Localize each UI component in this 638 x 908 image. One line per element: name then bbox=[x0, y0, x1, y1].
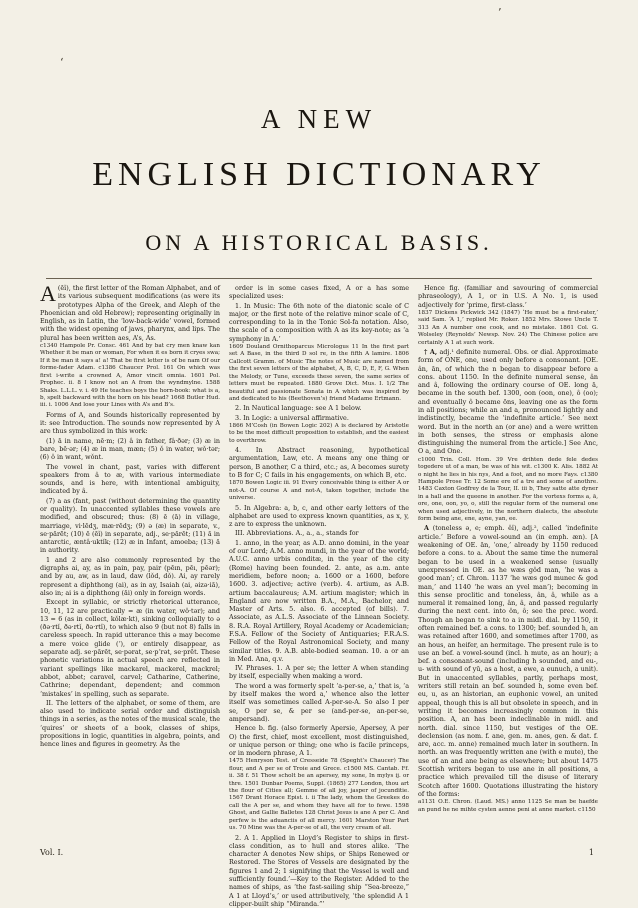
paragraph bbox=[40, 556, 220, 597]
paragraph bbox=[229, 404, 409, 412]
paragraph-text: 1837 Dickens Pickwick 342 (1847) ‘He must be a first-rater,’ said Sam. ‘A 1,’ replied Mr. Roker. 1852 Mrs. Stowe Uncle T. 313 An A number one cook, and no mistake. 1861 Col. G. Wolseley (Reynolds’ Newsp. Nov. 24) The Chinese police are certainly A 1 at such work. bbox=[418, 309, 598, 346]
paragraph bbox=[40, 699, 220, 749]
paragraph-text: 3. In Logic: a universal affirmative. bbox=[235, 413, 349, 422]
paragraph-text: 1475 Henryson Test. of Cresseide 78 (Speght’s Chaucer) The flour, and A per se of Troie and Grece. c1500 MS. Cantab. Ff. ii. 38 f. 51 Thow scholt be an apersey, my sone, In mylys ij. or thre. 1501 Dunbar Poems, Suppl. (1865) 277 London, thou art the flour of Cities all; Gemme of all joy, jasper of jocunditie. 1567 Drant Horace Epist. i. ii The lady, whom the Greekes do call the A per se, and whom they have all for to fewe. 1598 Ghost, and Gallie Balletes 128 Christ Jesus is ane A per C. And perfew is the aduanciis of all mercy. 1601 Marston Your Part us. 70 Mine was the A-per-se of all, the very cream of all. bbox=[229, 758, 409, 832]
paragraph bbox=[229, 423, 409, 445]
paragraph bbox=[229, 758, 409, 832]
paragraph bbox=[229, 284, 409, 301]
paragraph-text: Hence b. fig. (also formerly Apersie, Apersey, A per O) the first, chief, most excellent, most distinguished, or unique person or thing; one who is facile princeps, or in modern phrase, A 1. bbox=[229, 724, 409, 758]
paragraph-text: (7) a as (fant, past (without determining the quantity or quality). In unaccented syllables these vowels are modified, and obscured; thus: (8) ē (ā) in village, marriage, vi·lēdʒ, mæ·rēdʒ; (9) ə (æ) in separate, v., se·părẽt; (10) ē (ēĭ) in separate, adj., se·părēt; (11) ă in antarctic, æntâ·uktĭk; (12) æ in Infant, amoeba; (13) ă in authority. bbox=[40, 496, 220, 555]
paragraph bbox=[229, 480, 409, 502]
paragraph bbox=[229, 834, 409, 908]
paragraph-text: II. The letters of the alphabet, or some of them, are also used to indicate serial order and distinguish things in a series, as the notes of the musical scale, the ‘quires’ or sheets of a book, classes of ships, propositions in logic, quantities in algebra, points, and hence lines and figures in geometry. As the bbox=[40, 698, 220, 749]
paragraph bbox=[418, 524, 598, 798]
paragraph bbox=[40, 497, 220, 555]
paragraph-text: Except in syllabic, or strictly rhetorical utterance, 10, 11, 12 are practically = æ (in water, wǒ·tər); and 13 = 6 (as in collect, kǒlæ·kt), sinking colloquially to ə (ðə·rtĭ, ðə·rtĭ, ðə·rtĭ), to which also 9 (but not 8) falls in careless speech. In rapid utterance this ə may become a mere voice glide (ʼ), or entirely disappear, as separate adj. se·părēt, se·pərat, se·pʼrət, se·prēt. These phonetic variations in actual speech are reflected in variant spellings like mackarel, mackerel, mackrel; abbot, abbet; caravel, carvel; Catharine, Catherine, Cathrine; dependant, dependent; and common ‘mistakes’ in spelling, such as separate. bbox=[40, 598, 220, 698]
paragraph-text: 2. In Nautical language: see A 1 below. bbox=[235, 404, 362, 413]
paragraph bbox=[40, 343, 220, 410]
page-number: 1 bbox=[588, 848, 594, 857]
paragraph-text: order is in some cases fixed, A or a has some specialized uses: bbox=[229, 284, 409, 301]
printer-mark-left: ‘ bbox=[60, 56, 64, 69]
paragraph-text: 1870 Bowen Logic iii. 91 Every conceivable thing is either A or not-A. Of course A and not-A, taken together, include the universe. bbox=[229, 480, 409, 502]
paragraph-text: 2. A 1. Applied in Lloyd’s Register to ships in first-class condition, as to hull and stores alike. ‘The character A denotes New ships, or Ships Renewed or Restored. The Stores of Vessels are designated by the figures 1 and 2; 1 signifying that the Vessel is well and sufficiently found.’—Key to the Register. Added to the names of ships, as ‘the fast-sailing ship “Sea-breeze,” A 1 at Lloyd’s,’ or used attributively, ‘the splendid A 1 clipper-built ship “Miranda.”’ bbox=[229, 833, 409, 908]
paragraph bbox=[40, 281, 220, 342]
paragraph bbox=[229, 724, 409, 757]
paragraph bbox=[40, 463, 220, 496]
paragraph-text: adj.¹ definite numeral. Obs. or dial. Approximate form of ONE, one, used only before a consonant. [OE. ân, ān, of which the n began to disappear before a cons. about 1150. In the definite numeral sense, ân and â, following the ordinary course of OE. long ā, became in the south bef. 1300, oon (oon, one), ô (oo); and eventually ô became ōns, leaving one as the form in all positions; while an and a, pronounced lightly and indistinctly, became the ‘indefinite article.’ See next word. But in the north an (or ane) and a were written in both senses, the stress or emphasis alone distinguishing the numeral from the article.] See Anc, O a, and One. bbox=[418, 347, 598, 456]
printer-mark-right: ’ bbox=[498, 6, 502, 19]
title-rule bbox=[46, 278, 592, 279]
column-1 bbox=[40, 281, 220, 840]
paragraph-text: c1000 Trin. Coll. Hom. 39 Vre drihten dede fele dedes togedere ut of a man, be was of his wit. c1300 K. Alis. 1882 At o night he lies in his nys, And a foot, and no more Fays. c1380 Hampole Prose Tr. 12 Some ere of a tre and some of anothre. 1483 Caxton Godfrey de la Tour, II. iii b, They satte atte dyner in a hall and the queene in another. For the vortexs forms a, ā, ore, one, oon, yo, o, still the regular form of the numeral one when used adjectively, in the northern dialects, the absolute form being ane, ene, ayne, yan, ee. bbox=[418, 456, 598, 523]
paragraph bbox=[229, 539, 409, 663]
paragraph-text: 1866 M’Cosh (in Bowen Logic 202) A is declared by Aristotle to be the most difficult proposition to establish, and the easiest to overthrow. bbox=[229, 422, 409, 444]
paragraph-text: 1. In Music: The 6th note of the diatonic scale of C major, or the first note of the relative minor scale of C, corresponding to la in the Tonic Sol-fa notation. Also, the scale of a composition with A as its key-note; as ‘a symphony in A.’ bbox=[229, 301, 409, 343]
paragraph-text: (toneless ə, e; emph. êĭ), adj.², called ‘indefinite article.’ Before a vowel-sound an (in emph. æn). [A weakening of OE. ān, ‘one,’ already by 1150 reduced before a cons. to a. About the same time the numeral began to be used in a weakened sense (usually unexpressed in OE. as he wæs gôd man, ‘he was a good man’; cf. Chron. 1137 ‘he wæs god munec & god man,’ and 1140 ‘he wæs an yvel man’); becoming in this sense proclitic and toneless, ân, â, while as a numeral it remained long, ân, â, and passed regularly during the next cent. into ôn, ô; see the prec. word. Though an began to sink to a in midl. dial. by 1150, it often remained bef. a cons. to 1300; bef. sounded h, an was retained after 1600, and sometimes after 1700, as an hous, an heifer, an hermitage. The present rule is to use an bef. a vowel-sound (incl. h mute, as an hour); a bef. a consonant-sound (including h sounded, and eu-, u- with sound of yū, as a host, a ewe, a eunuch, a unit). But in unaccented syllables, partly, perhaps most, writers still retain an bef. sounded h, some even bef. eu, u, as an historian, an euphonic vowel, an united appeal, though this is all but obsolete in speech, and in writing it becomes increasingly common in this position. A, an has been indeclinable in midl. and north. dial. since 1150, but vestiges of the OE. declension (as nom. f. ane, gen. m. anes, gen. & dat. f. are, acc. m. anne) remained much later in southern. In north. an was frequently written ane (with e mute), the use of an and ane being as elsewhere; but about 1475 Scottish writers began to use ane in all positions, a practice which prevailed till the disuse of literary Scotch after 1600. Quotations illustrating the history of the forms: bbox=[418, 524, 598, 798]
paragraph bbox=[418, 457, 598, 524]
drop-cap: A bbox=[40, 281, 56, 306]
paragraph bbox=[229, 664, 409, 681]
paragraph bbox=[40, 598, 220, 698]
paragraph bbox=[40, 411, 220, 436]
paragraph-text: Hence fig. (familiar and savouring of commercial phraseology), A 1, or in U.S. A No. 1, is used adjectively for ‘prime, first-class.’ bbox=[418, 284, 598, 309]
paragraph bbox=[229, 504, 409, 529]
paragraph-text: 1. anno, in the year, as A.D. anno domini, in the year of our Lord; A.M. anno mundi, in the year of the world; A.U.C. anno urbis conditæ, in the year of the city (Rome) having been founded. 2. ante, as a.m. ante meridiem, before noon; a. 1600 or a 1600, before 1600. 3. adjective; active (verb). 4. artium, as A.B. artium baccalaureus; A.M. artium magister; which in England are now written B.A., M.A., Bachelor, and Master of Arts. 5. also. 6. accepted (of bills). 7. Associate, as A.L.S. Associate of the Linnean Society. 8. R.A. Royal Artillery, Royal Academy or Academician; F.S.A. Fellow of the Society of Antiquaries; F.R.A.S. Fellow of the Royal Astronomical Society, and many similar titles. 9. A.B. able-bodied seaman. 10. a or an in Med. Ana, q.v. bbox=[229, 538, 409, 663]
volume-label: Vol. I. bbox=[40, 848, 64, 857]
paragraph-text: 1 and 2 are also commonly represented by the digraphs ai, ay, as in pain, pay, pair (pēın, pēı, pēər); and by au, aw, as in laud, daw (lǒd, dǒ). Ai, ay rarely represent a diphthong (ai), as in ay, Isaiah (ai, əizə·iă), also in; ai is a diphthong (ăi) only in foreign words. bbox=[40, 555, 220, 597]
paragraph-text: The word a was formerly spelt ‘a-per-se, a,’ that is, ‘a by itself makes the word a,’ whence also the letter itself was sometimes called A-per-se-A. So also I per se, O per se, & per se (and-per-se, an-per-se, ampersand). bbox=[229, 681, 409, 723]
paragraph-text: The vowel in chant, past, varies with different speakers from â to æ, with various intermediate sounds, and is here, with intentional ambiguity, indicated by â. bbox=[40, 462, 220, 496]
paragraph-text: Forms of A, and Sounds historically represented by it: see Introduction. The sounds now represented by A are thus symbolized in this work: bbox=[40, 410, 220, 436]
paragraph bbox=[40, 437, 220, 462]
paragraph bbox=[229, 302, 409, 343]
paragraph-text: a1131 O.E. Chron. (Laud. MS.) anno 1125 Se man be haefde an pund he ne mihte cysten aenne peni at anne market. c1150 bbox=[418, 799, 598, 813]
entry-lemma: A bbox=[424, 524, 433, 533]
paragraph bbox=[229, 414, 409, 422]
paragraph bbox=[418, 310, 598, 347]
paragraph-text: 4. In Abstract reasoning, hypothetical argumentation, Law, etc. A means any one thing or person, B another, C a third, etc.; as, A becomes surety to B for C; C fails in his engagements, on which B, etc. bbox=[229, 446, 409, 480]
entry-lemma: † A, bbox=[424, 347, 440, 356]
column-2 bbox=[229, 284, 409, 908]
paragraph-text: 1609 Douland Ornithoparcus Micrologus 11 In the first part set A Base, in the third D sol re, in the fifth A lamire. 1806 Callcott Gramm. of Music The notes of Music are named from the first seven letters of the alphabet, A, B, C, D, E, F, G. When the Melody, or Tune, exceeds these seven, the same series of letters must be repeated. 1880 Grove Dict. Mus. I. 1/2 The beautiful and passionate Sonata in A which was inspired by and dedicated to his (Beethoven’s) friend Madame Ertmann. bbox=[229, 344, 409, 402]
paragraph-text: IV. Phrases. 1. A per se; the letter A when standing by itself, especially when making a word. bbox=[229, 664, 409, 681]
paragraph bbox=[229, 529, 409, 537]
paragraph bbox=[229, 344, 409, 403]
title-line-1: A NEW bbox=[260, 104, 378, 134]
column-3 bbox=[418, 284, 598, 840]
paragraph-text: 5. In Algebra: a, b, c, and other early letters of the alphabet are used to express known quantities, as x, y, z are to express the unknown. bbox=[229, 503, 409, 529]
paragraph bbox=[418, 348, 598, 456]
paragraph bbox=[418, 799, 598, 814]
paragraph-text: (1) ā in name, nē·m; (2) â in father, fâ·ðər; (3) æ in bare, bē·ər; (4) æ in man, mæn; (5) ǒ in water, wǒ·tər; (6) ǒ in want, wǒnt. bbox=[40, 436, 220, 462]
paragraph bbox=[418, 284, 598, 309]
paragraph bbox=[229, 446, 409, 479]
paragraph bbox=[229, 682, 409, 723]
title-line-2: ENGLISH DICTIONARY bbox=[92, 156, 546, 193]
title-line-3: ON A HISTORICAL BASIS. bbox=[145, 230, 493, 255]
paragraph-text: III. Abbreviations. A., a., a., stands for bbox=[235, 529, 359, 538]
paragraph-text: c1340 Hampole Pr. Consc. 461 And by bat cry men knaw kan Whether it be man or woman, For when it es born it cryes swa; If it be man it says a! a! That be first letter is of be nam Of our forme-fader Adam. c1386 Chaucer Prol. 161 On which was first i-write a crowned A, Amor vincit omnia. 1601 Pol. Prophec. ii. 8 I know not an A from the wyndmylne. 1588 Shaks. L.L.L. v. i. 49 He teaches boys the horn-book: what is a, b, spelt backward with the horn on his head? 1668 Butler Hud. iii. i. 1006 And lose your Lines with A’s and B’s. bbox=[40, 343, 220, 409]
paragraph-text: (ēĭ), the first letter of the Roman Alphabet, and of its various subsequent modifications (as were its prototypes Alpha of the Greek, and Aleph of the Phoenician and old Hebrew); representing originally in English, as in Latin, the ‘low-back-wide’ vowel, formed with the widest opening of jaws, pharynx, and lips. The plural has been written aes, A’s, As. bbox=[40, 284, 220, 342]
